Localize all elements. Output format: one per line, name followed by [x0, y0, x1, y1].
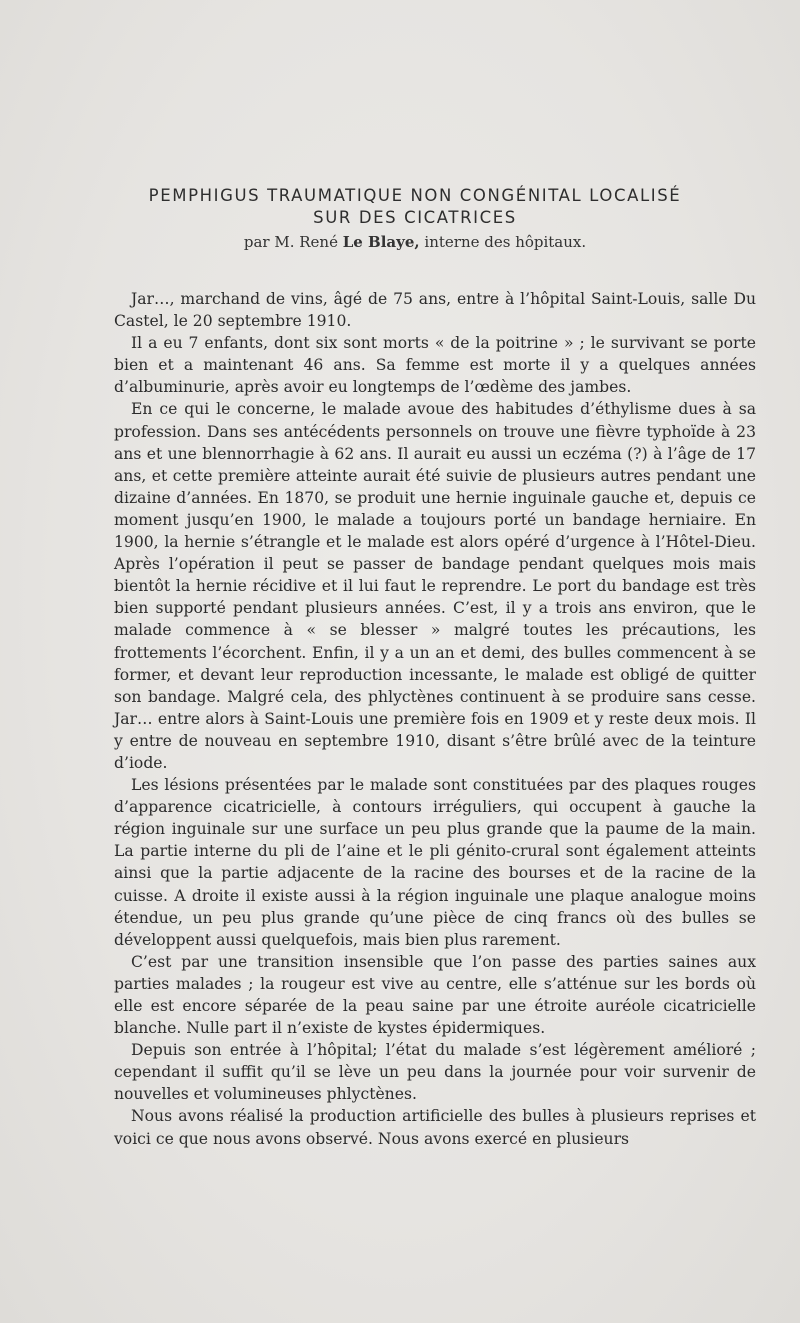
article-title-line-2: SUR DES CICATRICES: [313, 208, 517, 227]
article-title-line-1: PEMPHIGUS TRAUMATIQUE NON CONGÉNITAL LOCALISÉ: [148, 186, 682, 205]
byline-prefix: par M. René: [243, 233, 338, 251]
byline-suffix: interne des hôpitaux.: [424, 233, 587, 251]
paragraph-1: Jar…, marchand de vins, âgé de 75 ans, entre à l’hôpital Saint-Louis, salle Du Castel, le 20 septembre 1910.: [114, 290, 756, 331]
paragraph-2: Il a eu 7 enfants, dont six sont morts « de la poitrine » ; le survivant se porte bien et a maintenant 46 ans. Sa femme est morte il y a quelques années d’albuminurie, après avoir eu longtemps de l’œdème des jambes.: [114, 334, 756, 397]
paragraph-6: Depuis son entrée à l’hôpital; l’état du malade s’est légèrement amélioré ; cependant il suffit qu’il se lève un peu dans la journée pour voir survenir de nouvelles et volumineuses phlyctènes.: [114, 1041, 756, 1104]
byline: [100, 233, 730, 251]
paragraph-3: En ce qui le concerne, le malade avoue des habitudes d’éthylisme dues à sa profession. Dans ses antécédents personnels on trouve une fièvre typhoïde à 23 ans et une blennorrhagie à 62 ans. Il aurait eu aussi un eczéma (?) à l’âge de 17 ans, et cette première atteinte aurait été suivie de plusieurs autres pendant une dizaine d’années. En 1870, se produit une hernie inguinale gauche et, depuis ce moment jusqu’en 1900, le malade a toujours porté un bandage herniaire. En 1900, la hernie s’étrangle et le malade est alors opéré d’urgence à l’Hôtel-Dieu. Après l’opération il peut se passer de bandage pendant quelques mois mais bientôt la hernie récidive et il lui faut le reprendre. Le port du bandage est très bien supporté pendant plusieurs années. C’est, il y a trois ans environ, que le malade commence à « se blesser » malgré toutes les précautions, les frottements l’écorchent. Enfin, il y a un an et demi, des bulles commencent à se former, et devant leur reproduction incessante, le malade est obligé de quitter son bandage. Malgré cela, des phlyctènes continuent à se produire sans cesse. Jar… entre alors à Saint-Louis une première fois en 1909 et y reste deux mois. Il y entre de nouveau en septembre 1910, disant s’être brûlé avec de la teinture d’iode.: [114, 400, 756, 772]
byline-author: Le Blaye,: [342, 233, 420, 251]
paragraph-5: C’est par une transition insensible que l’on passe des parties saines aux parties malades ; la rougeur est vive au centre, elle s’atténue sur les bords où elle est encore séparée de la peau saine par une étroite auréole cicatricielle blanche. Nulle part il n’existe de kystes épidermiques.: [114, 952, 756, 1038]
paragraph-4: Les lésions présentées par le malade sont constituées par des plaques rouges d’apparence cicatricielle, à contours irréguliers, qui occupent à gauche la région inguinale sur une surface un peu plus grande que la paume de la main. La partie interne du pli de l’aine et le pli génito-crural sont également atteints ainsi que la partie adjacente de la racine des bourses et de la racine de la cuisse. A droite il existe aussi à la région inguinale une plaque analogue moins étendue, un peu plus grande qu’une pièce de cinq francs où des bulles se développent aussi quelquefois, mais bien plus rarement.: [114, 776, 756, 949]
paragraph-7: Nous avons réalisé la production artificielle des bulles à plusieurs reprises et voici ce que nous avons observé. Nous avons exercé en plusieurs: [114, 1107, 756, 1148]
body-text: [114, 288, 756, 1150]
